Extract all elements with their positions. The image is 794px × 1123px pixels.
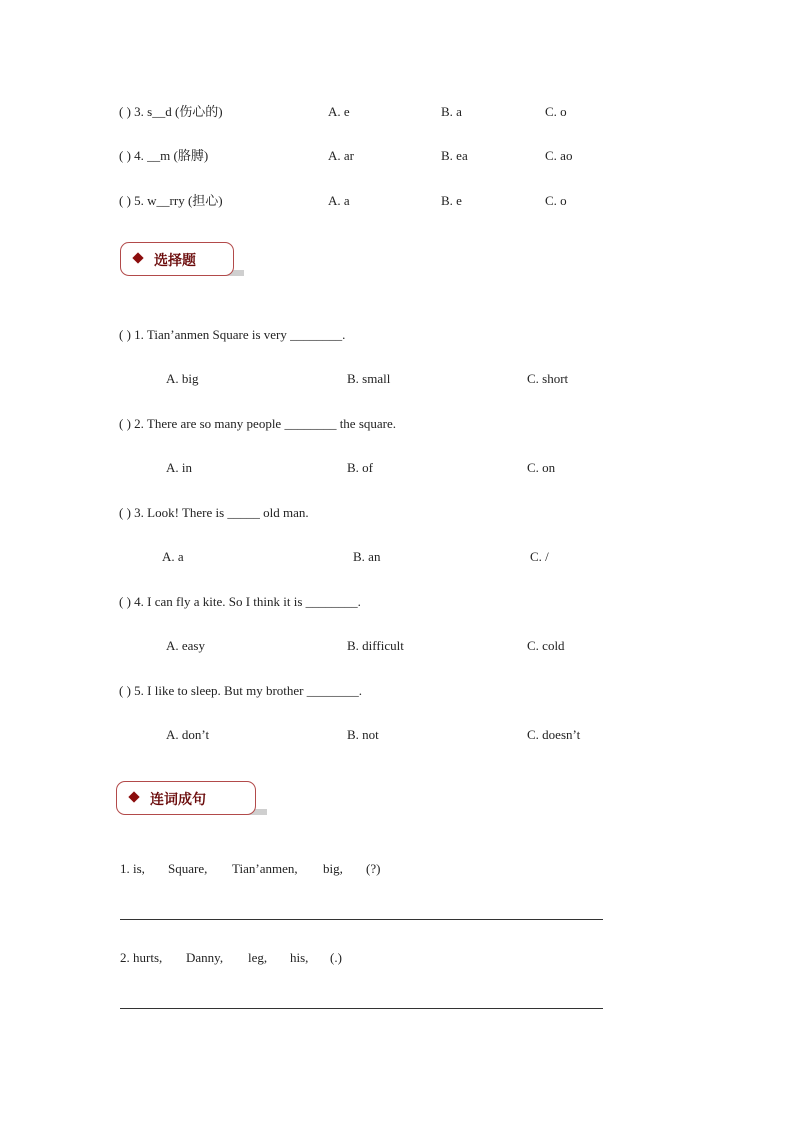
word: 2. hurts, bbox=[120, 950, 163, 965]
question-text: ( ) 4. I can fly a kite. So I think it is ________. bbox=[119, 594, 361, 609]
word: Danny, bbox=[186, 950, 224, 965]
option-b: B. e bbox=[441, 193, 462, 208]
option-b: B. an bbox=[353, 549, 381, 564]
option-b: B. difficult bbox=[347, 638, 404, 653]
option-b: B. of bbox=[347, 460, 373, 475]
word: 1. is, bbox=[120, 861, 145, 876]
option-c: C. cold bbox=[527, 638, 565, 653]
word: Square, bbox=[168, 861, 208, 876]
section-header-choice bbox=[120, 242, 250, 278]
option-c: C. o bbox=[545, 193, 567, 208]
option-c: C. short bbox=[527, 371, 569, 386]
option-a: A. don’t bbox=[166, 727, 210, 742]
option-c: C. doesn’t bbox=[527, 727, 581, 742]
question-text: ( ) 5. w__rry (担心) bbox=[119, 193, 223, 208]
section-title: 连词成句 bbox=[150, 792, 206, 808]
option-a: A. e bbox=[328, 104, 350, 119]
option-c: C. o bbox=[545, 104, 567, 119]
option-a: A. a bbox=[162, 549, 184, 564]
word: big, bbox=[323, 861, 343, 876]
option-b: B. a bbox=[441, 104, 462, 119]
option-a: A. big bbox=[166, 371, 199, 386]
answer-line[interactable] bbox=[120, 1008, 603, 1009]
question-text: ( ) 3. Look! There is _____ old man. bbox=[119, 505, 309, 520]
word: Tian’anmen, bbox=[232, 861, 298, 876]
word: leg, bbox=[248, 950, 268, 965]
question-text: ( ) 5. I like to sleep. But my brother ________. bbox=[119, 683, 362, 698]
option-b: B. ea bbox=[441, 148, 468, 163]
word: (.) bbox=[330, 950, 342, 965]
option-c: C. / bbox=[530, 549, 549, 564]
question-text: ( ) 4. __m (胳膊) bbox=[119, 148, 209, 163]
answer-line[interactable] bbox=[120, 919, 603, 920]
option-c: C. on bbox=[527, 460, 556, 475]
option-a: A. in bbox=[166, 460, 192, 475]
question-text: ( ) 1. Tian’anmen Square is very ________. bbox=[119, 327, 346, 342]
option-b: B. small bbox=[347, 371, 391, 386]
word: his, bbox=[290, 950, 309, 965]
option-a: A. ar bbox=[328, 148, 354, 163]
section-title: 选择题 bbox=[154, 253, 196, 269]
option-c: C. ao bbox=[545, 148, 573, 163]
question-text: ( ) 3. s__d (伤心的) bbox=[119, 104, 223, 119]
option-b: B. not bbox=[347, 727, 379, 742]
option-a: A. easy bbox=[166, 638, 205, 653]
option-a: A. a bbox=[328, 193, 350, 208]
word: (?) bbox=[366, 861, 381, 876]
question-text: ( ) 2. There are so many people ________ the square. bbox=[119, 416, 397, 431]
section-header-order bbox=[116, 781, 271, 817]
